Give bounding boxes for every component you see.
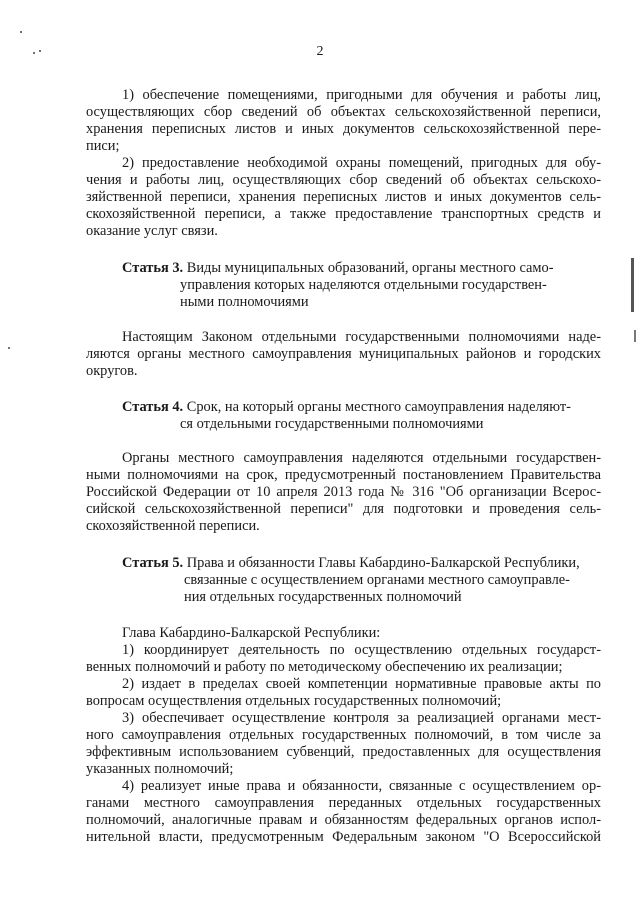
paragraph-line: писи;: [86, 138, 120, 154]
article-label: Статья 5.: [122, 555, 184, 571]
paragraph-line: сийской сельскохозяйственной переписи" для подготовки и проведения сель-: [86, 501, 601, 517]
paragraph-line: зяйственной переписи, хранения переписных листов и иных документов сель-: [86, 189, 601, 205]
paragraph-line: Российской Федерации от 10 апреля 2013 года № 316 "Об организации Всерос-: [86, 484, 601, 500]
article-heading: Статья 3. Виды муниципальных образований, органы местного само-: [122, 260, 554, 276]
paragraph-line: скохозяйственной переписи, а также предоставление транспортных средств и: [86, 206, 601, 222]
paragraph-line: 1) координирует деятельность по осуществлению отдельных государст-: [122, 642, 601, 658]
paragraph-line: скохозяйственной переписи.: [86, 518, 260, 534]
paragraph-line: вопросам осуществления отдельных государственных полномочий;: [86, 693, 502, 709]
scan-speck: [20, 31, 22, 33]
paragraph-line: нительной власти, предусмотренным Федеральным законом "О Всероссийской: [86, 829, 601, 845]
paragraph-line: венных полномочий и работу по методическому обеспечению их реализации;: [86, 659, 563, 675]
paragraph-line: 2) издает в пределах своей компетенции нормативные правовые акты по: [122, 676, 601, 692]
paragraph-line: Органы местного самоуправления наделяются отдельными государствен-: [122, 450, 601, 466]
scan-edge-mark: [634, 330, 636, 342]
paragraph-line: ганами местного самоуправления переданных отдельных государственных: [86, 795, 601, 811]
scan-speck: [8, 347, 10, 349]
article-heading-line: ния отдельных государственных полномочий: [184, 589, 462, 605]
paragraph-line: Глава Кабардино-Балкарской Республики:: [122, 625, 381, 641]
article-heading-line: связанные с осуществлением органами местного самоуправле-: [184, 572, 570, 588]
article-heading: Статья 5. Права и обязанности Главы Кабардино-Балкарской Республики,: [122, 555, 580, 571]
article-heading-line: ными полномочиями: [180, 294, 309, 310]
paragraph-line: 1) обеспечение помещениями, пригодными для обучения и работы лиц,: [122, 87, 601, 103]
scan-edge-mark: [631, 258, 634, 312]
page-number: 2: [316, 44, 324, 59]
paragraph-line: хранения переписных листов и иных документов сельскохозяйственной пере-: [86, 121, 601, 137]
paragraph-line: 4) реализует иные права и обязанности, связанные с осуществлением ор-: [122, 778, 601, 794]
paragraph-line: эффективным использованием субвенций, предоставленных для осуществления: [86, 744, 601, 760]
article-heading-line: управления которых наделяются отдельными государствен-: [180, 277, 547, 293]
paragraph-line: 2) предоставление необходимой охраны помещений, пригодных для обу-: [122, 155, 601, 171]
paragraph-line: указанных полномочий;: [86, 761, 234, 777]
paragraph-line: оказание услуг связи.: [86, 223, 218, 239]
scan-speck: [39, 50, 41, 52]
article-heading: Статья 4. Срок, на который органы местного самоуправления наделяют-: [122, 399, 571, 415]
scan-speck: [33, 52, 35, 54]
article-label: Статья 4.: [122, 399, 184, 415]
paragraph-line: осуществляющих сбор сведений об объектах сельскохозяйственной переписи,: [86, 104, 601, 120]
article-label: Статья 3.: [122, 260, 184, 276]
article-heading-line: ся отдельными государственными полномочиями: [180, 416, 484, 432]
paragraph-line: ляются органы местного самоуправления муниципальных районов и городских: [86, 346, 601, 362]
paragraph-line: Настоящим Законом отдельными государственными полномочиями наде-: [122, 329, 601, 345]
paragraph-line: 3) обеспечивает осуществление контроля за реализацией органами мест-: [122, 710, 601, 726]
paragraph-line: чения и работы лиц, осуществляющих сбор сведений об объектах сельскохо-: [86, 172, 601, 188]
paragraph-line: округов.: [86, 363, 138, 379]
paragraph-line: ными полномочиями на срок, предусмотренный постановлением Правительства: [86, 467, 601, 483]
paragraph-line: полномочий, аналогичные правам и обязанностям федеральных органов испол-: [86, 812, 601, 828]
paragraph-line: ного самоуправления отдельных государственных полномочий, в том числе за: [86, 727, 601, 743]
